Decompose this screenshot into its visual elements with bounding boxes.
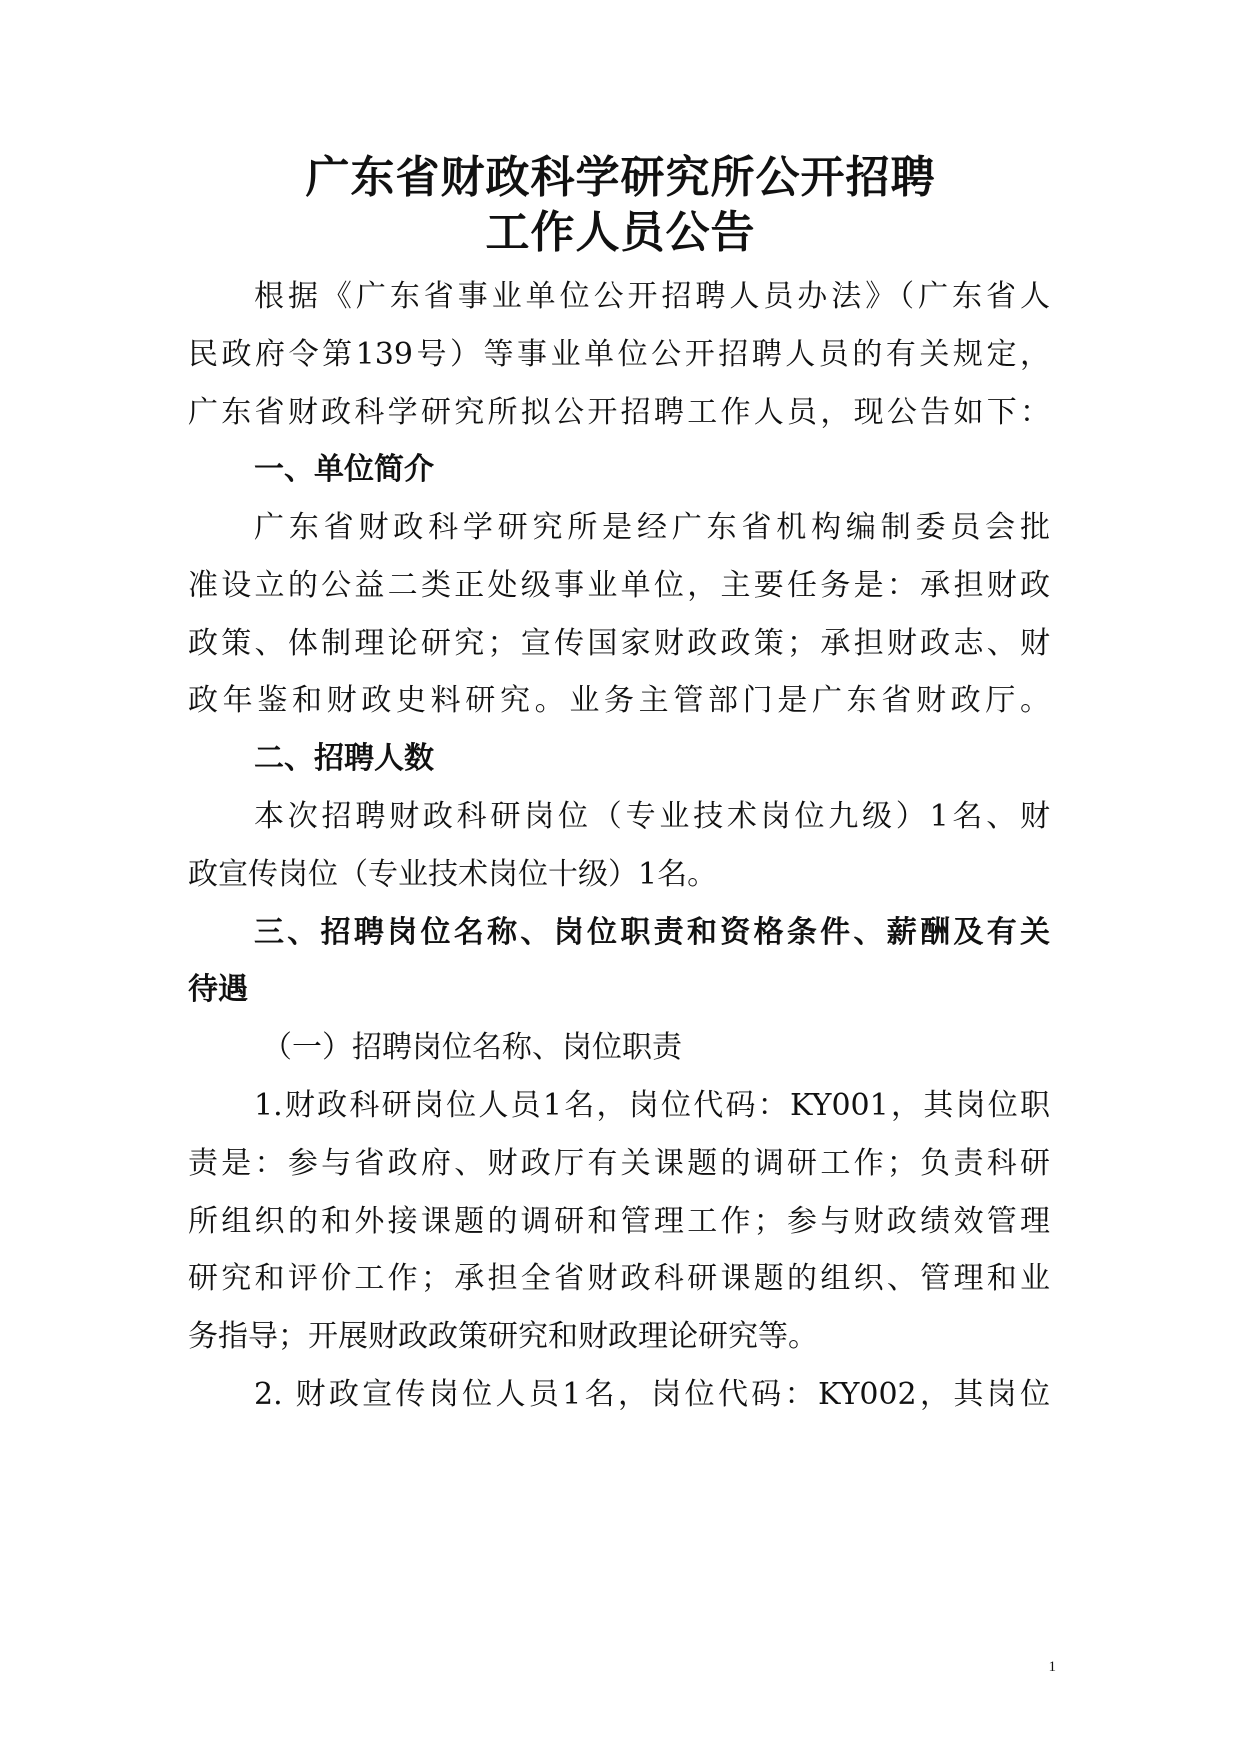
subsection-1-heading: （一）招聘岗位名称、岗位职责	[262, 1030, 682, 1065]
section-2-line-2: 政宣传岗位（专业技术岗位十级）1名。	[188, 857, 718, 892]
section-1-line-4: 政年鉴和财政史料研究。业务主管部门是广东省财政厅。	[188, 683, 1050, 718]
section-3-heading-line-1: 三、招聘岗位名称、岗位职责和资格条件、薪酬及有关	[254, 915, 1050, 950]
intro-line-2: 民政府令第139号）等事业单位公开招聘人员的有关规定，	[188, 337, 1050, 372]
section-3-heading-line-2: 待遇	[188, 972, 248, 1007]
section-2-line-1: 本次招聘财政科研岗位（专业技术岗位九级）1名、财	[254, 799, 1050, 834]
item-2-line-1: 2. 财政宣传岗位人员1名，岗位代码：KY002，其岗位	[254, 1377, 1050, 1412]
item-1-line-3: 所组织的和外接课题的调研和管理工作；参与财政绩效管理	[188, 1204, 1050, 1239]
intro-line-1: 根据《广东省事业单位公开招聘人员办法》（广东省人	[254, 279, 1050, 314]
item-1-line-1: 1.财政科研岗位人员1名，岗位代码：KY001，其岗位职	[254, 1088, 1050, 1123]
item-1-line-4: 研究和评价工作；承担全省财政科研课题的组织、管理和业	[188, 1261, 1050, 1296]
document-title-line-1: 广东省财政科学研究所公开招聘	[305, 152, 936, 203]
section-1-line-1: 广东省财政科学研究所是经广东省机构编制委员会批	[254, 510, 1050, 545]
page-number: 1	[1048, 1659, 1056, 1675]
item-1-line-2: 责是：参与省政府、财政厅有关课题的调研工作；负责科研	[188, 1146, 1050, 1181]
item-1-line-5: 务指导；开展财政政策研究和财政理论研究等。	[188, 1319, 818, 1354]
section-1-line-2: 准设立的公益二类正处级事业单位，主要任务是：承担财政	[188, 568, 1050, 603]
intro-line-3: 广东省财政科学研究所拟公开招聘工作人员，现公告如下：	[188, 395, 1050, 430]
section-2-heading: 二、招聘人数	[254, 741, 434, 776]
section-1-heading: 一、单位简介	[254, 452, 434, 487]
section-1-line-3: 政策、体制理论研究；宣传国家财政政策；承担财政志、财	[188, 626, 1050, 661]
document-title-line-2: 工作人员公告	[485, 207, 756, 258]
